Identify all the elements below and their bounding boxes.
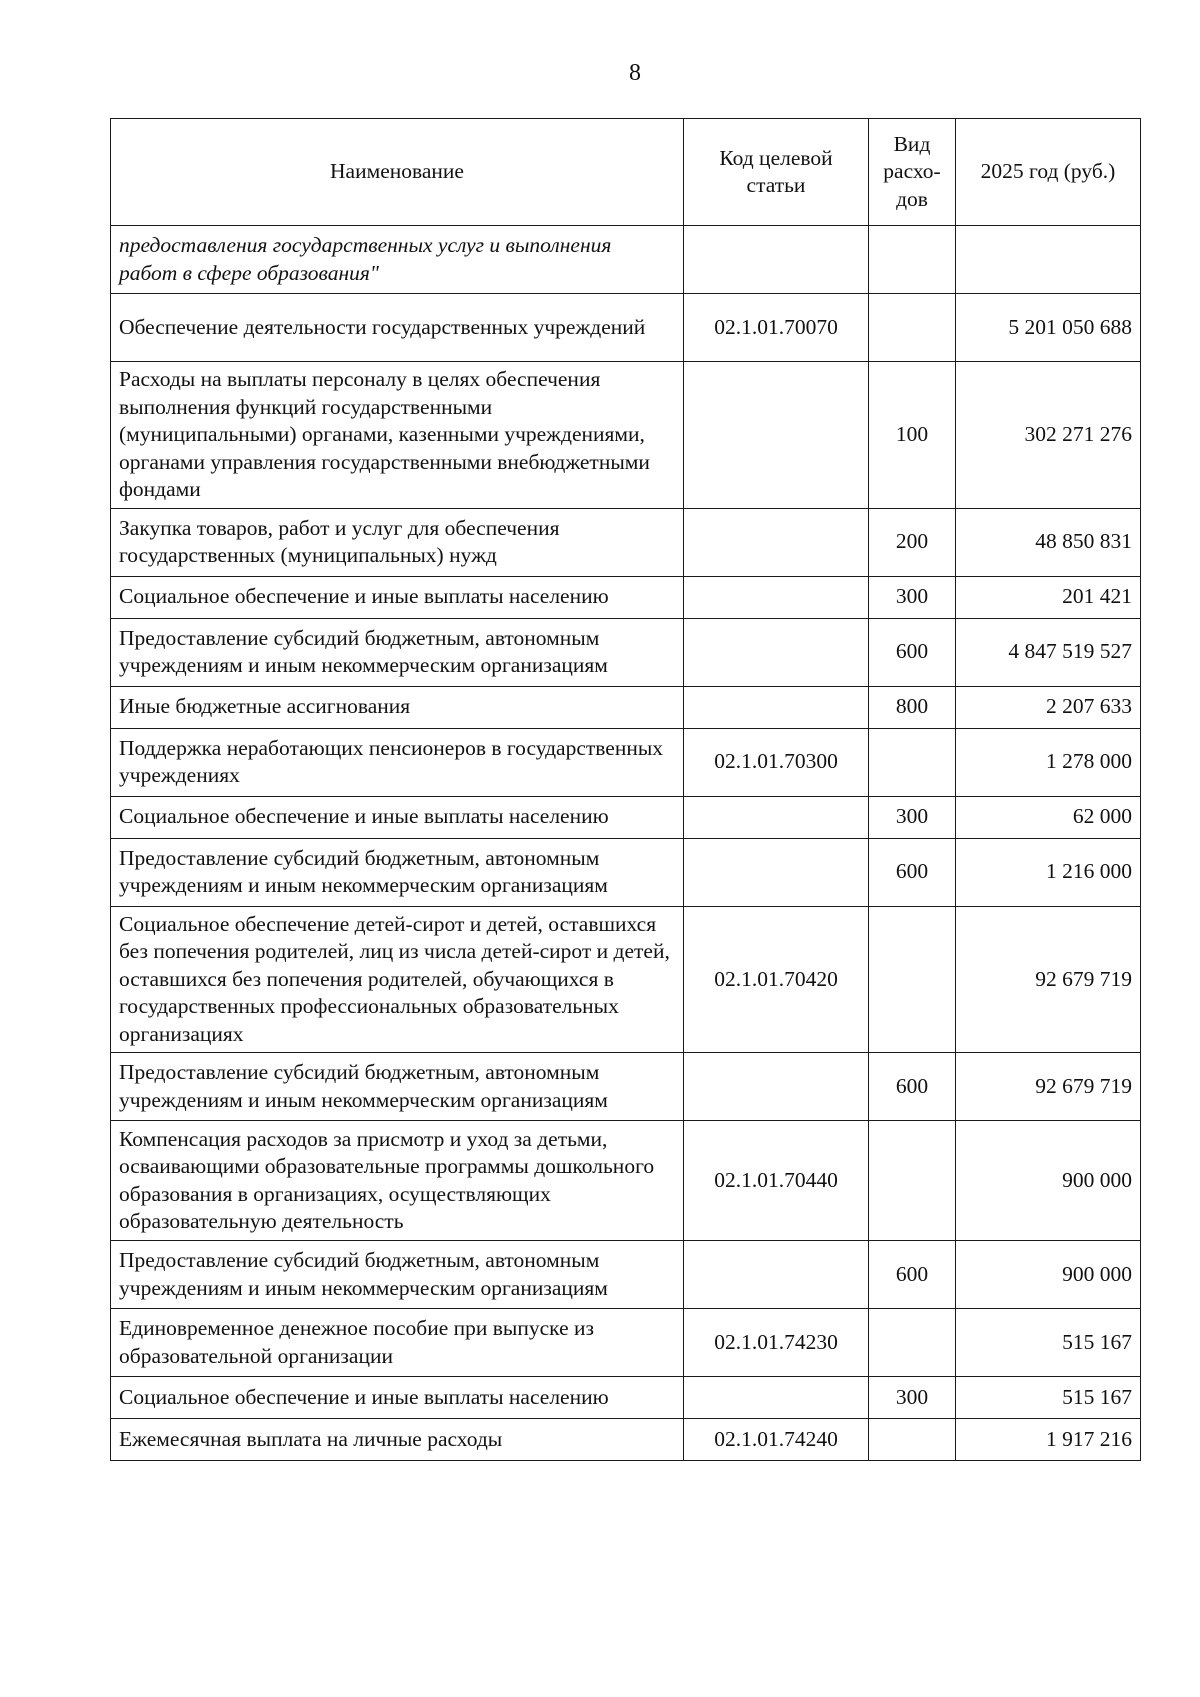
table-row bbox=[111, 362, 1141, 509]
row-code: 02.1.01.70070 bbox=[684, 294, 869, 362]
row-name: Предоставление субсидий бюджетным, автономным учреждениям и иным некоммерческим организациям bbox=[111, 1053, 684, 1121]
row-amount: 62 000 bbox=[956, 796, 1141, 838]
row-type: 300 bbox=[869, 576, 956, 618]
row-type: 100 bbox=[869, 362, 956, 509]
row-type: 600 bbox=[869, 1053, 956, 1121]
table-row bbox=[111, 838, 1141, 906]
row-amount: 515 167 bbox=[956, 1377, 1141, 1419]
table-row bbox=[111, 576, 1141, 618]
table-row bbox=[111, 796, 1141, 838]
row-amount: 515 167 bbox=[956, 1309, 1141, 1377]
header-row bbox=[111, 119, 1141, 226]
table-row bbox=[111, 1419, 1141, 1461]
table-body bbox=[111, 226, 1141, 1461]
row-amount: 1 216 000 bbox=[956, 838, 1141, 906]
row-name: Компенсация расходов за присмотр и уход за детьми, осваивающими образовательные программы дошкольного образования в организациях, осуществляющих образовательную деятельность bbox=[111, 1121, 684, 1241]
row-amount: 302 271 276 bbox=[956, 362, 1141, 509]
table-row bbox=[111, 508, 1141, 576]
row-name: Иные бюджетные ассигнования bbox=[111, 686, 684, 728]
header-type bbox=[869, 119, 956, 226]
table-row bbox=[111, 906, 1141, 1053]
row-name: Расходы на выплаты персоналу в целях обеспечения выполнения функций государственными (муниципальными) органами, казенными учреждениями, органами управления государственными внебюджетными фондами bbox=[111, 362, 684, 509]
row-name: Закупка товаров, работ и услуг для обеспечения государственных (муниципальных) нужд bbox=[111, 508, 684, 576]
header-amount bbox=[956, 119, 1141, 226]
row-amount: 92 679 719 bbox=[956, 906, 1141, 1053]
row-amount: 92 679 719 bbox=[956, 1053, 1141, 1121]
table-row bbox=[111, 294, 1141, 362]
row-name: Социальное обеспечение и иные выплаты населению bbox=[111, 1377, 684, 1419]
row-code bbox=[684, 1053, 869, 1121]
row-amount: 1 278 000 bbox=[956, 728, 1141, 796]
row-name: Обеспечение деятельности государственных учреждений bbox=[111, 294, 684, 362]
table-row bbox=[111, 728, 1141, 796]
budget-table bbox=[110, 118, 1141, 1461]
page-number: 8 bbox=[629, 60, 641, 86]
row-amount: 4 847 519 527 bbox=[956, 618, 1141, 686]
row-name: Предоставление субсидий бюджетным, автономным учреждениям и иным некоммерческим организациям bbox=[111, 838, 684, 906]
row-name: Социальное обеспечение и иные выплаты населению bbox=[111, 796, 684, 838]
row-code bbox=[684, 1241, 869, 1309]
row-type: 600 bbox=[869, 838, 956, 906]
row-type bbox=[869, 906, 956, 1053]
row-code: 02.1.01.74240 bbox=[684, 1419, 869, 1461]
row-code bbox=[684, 362, 869, 509]
table-row bbox=[111, 1121, 1141, 1241]
row-name: Поддержка неработающих пенсионеров в государственных учреждениях bbox=[111, 728, 684, 796]
row-type bbox=[869, 1309, 956, 1377]
row-amount: 2 207 633 bbox=[956, 686, 1141, 728]
header-name bbox=[111, 119, 684, 226]
row-type bbox=[869, 1121, 956, 1241]
header-code-label: Код целевой статьи bbox=[719, 145, 833, 197]
table-row bbox=[111, 1053, 1141, 1121]
row-code bbox=[684, 838, 869, 906]
row-type: 800 bbox=[869, 686, 956, 728]
table-row bbox=[111, 686, 1141, 728]
row-amount: 900 000 bbox=[956, 1121, 1141, 1241]
row-type bbox=[869, 226, 956, 294]
header-code bbox=[684, 119, 869, 226]
row-type: 300 bbox=[869, 1377, 956, 1419]
row-code: 02.1.01.70420 bbox=[684, 906, 869, 1053]
row-code bbox=[684, 1377, 869, 1419]
table-row bbox=[111, 1309, 1141, 1377]
row-amount bbox=[956, 226, 1141, 294]
header-type-label: Вид расхо-дов bbox=[883, 131, 941, 211]
row-name: Предоставление субсидий бюджетным, автономным учреждениям и иным некоммерческим организациям bbox=[111, 1241, 684, 1309]
row-code bbox=[684, 686, 869, 728]
row-amount: 5 201 050 688 bbox=[956, 294, 1141, 362]
row-type: 600 bbox=[869, 1241, 956, 1309]
row-code bbox=[684, 508, 869, 576]
row-name: предоставления государственных услуг и выполнения работ в сфере образования" bbox=[111, 226, 684, 294]
row-code: 02.1.01.74230 bbox=[684, 1309, 869, 1377]
row-amount: 900 000 bbox=[956, 1241, 1141, 1309]
table-row bbox=[111, 1241, 1141, 1309]
row-code bbox=[684, 226, 869, 294]
table-header bbox=[111, 119, 1141, 226]
row-name: Единовременное денежное пособие при выпуске из образовательной организации bbox=[111, 1309, 684, 1377]
row-amount: 201 421 bbox=[956, 576, 1141, 618]
row-name: Социальное обеспечение детей-сирот и детей, оставшихся без попечения родителей, лиц из числа детей-сирот и детей, оставшихся без попечения родителей, обучающихся в государственных профессиональных образовательных организациях bbox=[111, 906, 684, 1053]
row-code bbox=[684, 796, 869, 838]
row-name: Социальное обеспечение и иные выплаты населению bbox=[111, 576, 684, 618]
row-code: 02.1.01.70440 bbox=[684, 1121, 869, 1241]
row-type: 600 bbox=[869, 618, 956, 686]
row-code bbox=[684, 576, 869, 618]
header-amount-label: 2025 год (руб.) bbox=[980, 159, 1116, 184]
row-type: 200 bbox=[869, 508, 956, 576]
header-name-label: Наименование bbox=[330, 159, 464, 184]
row-code bbox=[684, 618, 869, 686]
row-type bbox=[869, 1419, 956, 1461]
row-code: 02.1.01.70300 bbox=[684, 728, 869, 796]
table-row bbox=[111, 226, 1141, 294]
row-type bbox=[869, 728, 956, 796]
row-amount: 1 917 216 bbox=[956, 1419, 1141, 1461]
table-row bbox=[111, 618, 1141, 686]
row-type: 300 bbox=[869, 796, 956, 838]
row-name: Ежемесячная выплата на личные расходы bbox=[111, 1419, 684, 1461]
table-row bbox=[111, 1377, 1141, 1419]
row-amount: 48 850 831 bbox=[956, 508, 1141, 576]
row-name: Предоставление субсидий бюджетным, автономным учреждениям и иным некоммерческим организациям bbox=[111, 618, 684, 686]
row-type bbox=[869, 294, 956, 362]
